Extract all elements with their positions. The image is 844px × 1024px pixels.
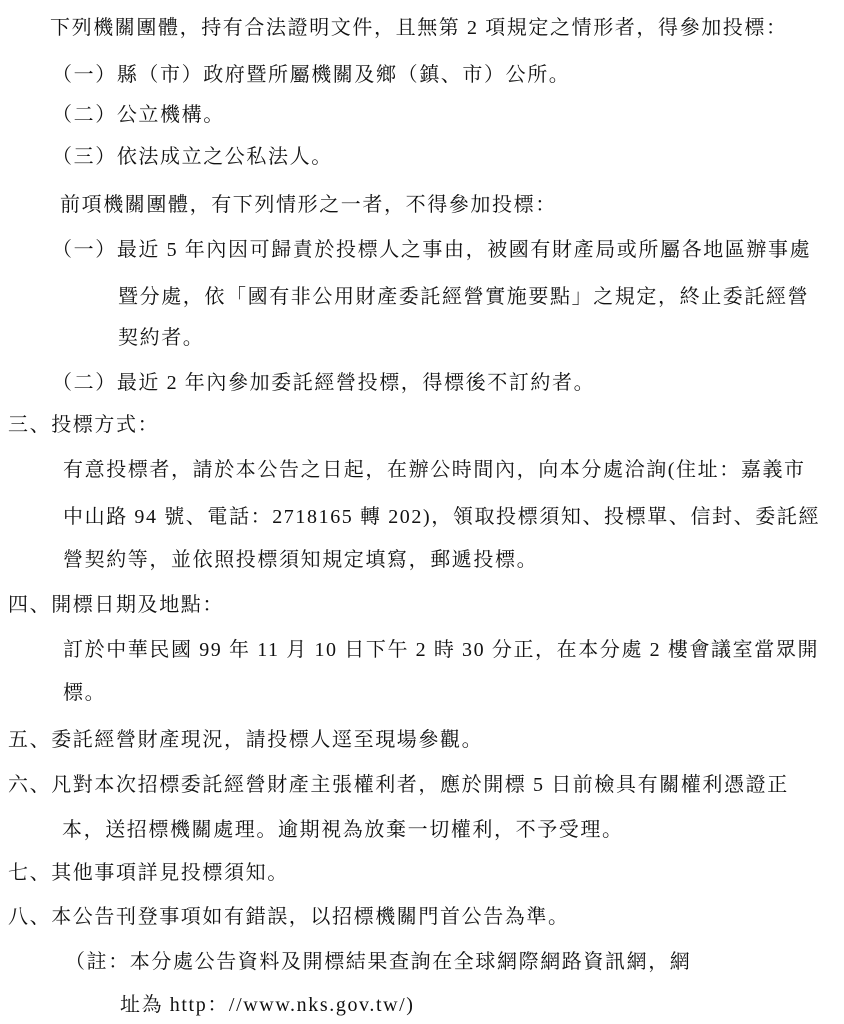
note-url-line: 址為 http：//www.nks.gov.tw/) (120, 994, 415, 1016)
item-text: 最近 2 年內參加委託經營投標，得標後不訂約者。 (116, 372, 596, 394)
eligibility-item (52, 103, 225, 127)
section-paragraph-line: 標。 (63, 682, 107, 704)
section-heading: 八、本公告刊登事項如有錯誤，以招標機關門首公告為準。 (8, 906, 570, 928)
item-text: 依法成立之公私法人。 (116, 146, 333, 168)
section-paragraph-line: 營契約等，並依照投標須知規定填寫，郵遞投標。 (63, 549, 539, 571)
exclusions-intro: 前項機關團體，有下列情形之一者，不得參加投標： (60, 194, 557, 216)
section-heading: 六、凡對本次招標委託經營財產主張權利者，應於開標 5 日前檢具有關權利憑證正 (8, 774, 789, 796)
section-heading: 四、開標日期及地點： (8, 594, 224, 616)
exclusion-item (52, 238, 811, 262)
item-marker: （一） (52, 239, 117, 261)
item-text: 縣（市）政府暨所屬機關及鄉（鎮、市）公所。 (116, 64, 571, 86)
eligibility-intro: 下列機關團體，持有合法證明文件，且無第 2 項規定之情形者，得參加投標： (50, 17, 788, 39)
exclusion-item-continuation: 契約者。 (118, 327, 205, 349)
exclusion-item-continuation: 暨分處，依「國有非公用財產委託經營實施要點」之規定，終止委託經營 (118, 286, 810, 308)
item-marker: （三） (52, 146, 117, 168)
item-marker: （一） (52, 64, 117, 86)
section-paragraph-line: 本，送招標機關處理。逾期視為放棄一切權利，不予受理。 (62, 819, 624, 841)
item-marker: （二） (52, 104, 117, 126)
section-heading: 三、投標方式： (8, 414, 160, 436)
section-paragraph-line: 有意投標者，請於本公告之日起，在辦公時間內，向本分處洽詢(住址：嘉義市 (63, 459, 806, 481)
eligibility-item (52, 145, 333, 169)
item-marker: （二） (52, 372, 117, 394)
exclusion-item (52, 371, 595, 395)
section-heading: 七、其他事項詳見投標須知。 (8, 862, 289, 884)
section-heading: 五、委託經營財產現況，請投標人逕至現場參觀。 (8, 729, 484, 751)
item-text: 公立機構。 (116, 104, 225, 126)
note-line: （註：本分處公告資料及開標結果查詢在全球網際網路資訊網，網 (65, 951, 692, 973)
section-paragraph-line: 中山路 94 號、電話：2718165 轉 202)，領取投標須知、投標單、信封、委託經 (63, 506, 821, 528)
section-paragraph-line: 訂於中華民國 99 年 11 月 10 日下午 2 時 30 分正，在本分處 2 樓會議室當眾開 (63, 639, 820, 661)
eligibility-item (52, 63, 570, 87)
item-text: 最近 5 年內因可歸責於投標人之事由，被國有財產局或所屬各地區辦事處 (116, 239, 812, 261)
